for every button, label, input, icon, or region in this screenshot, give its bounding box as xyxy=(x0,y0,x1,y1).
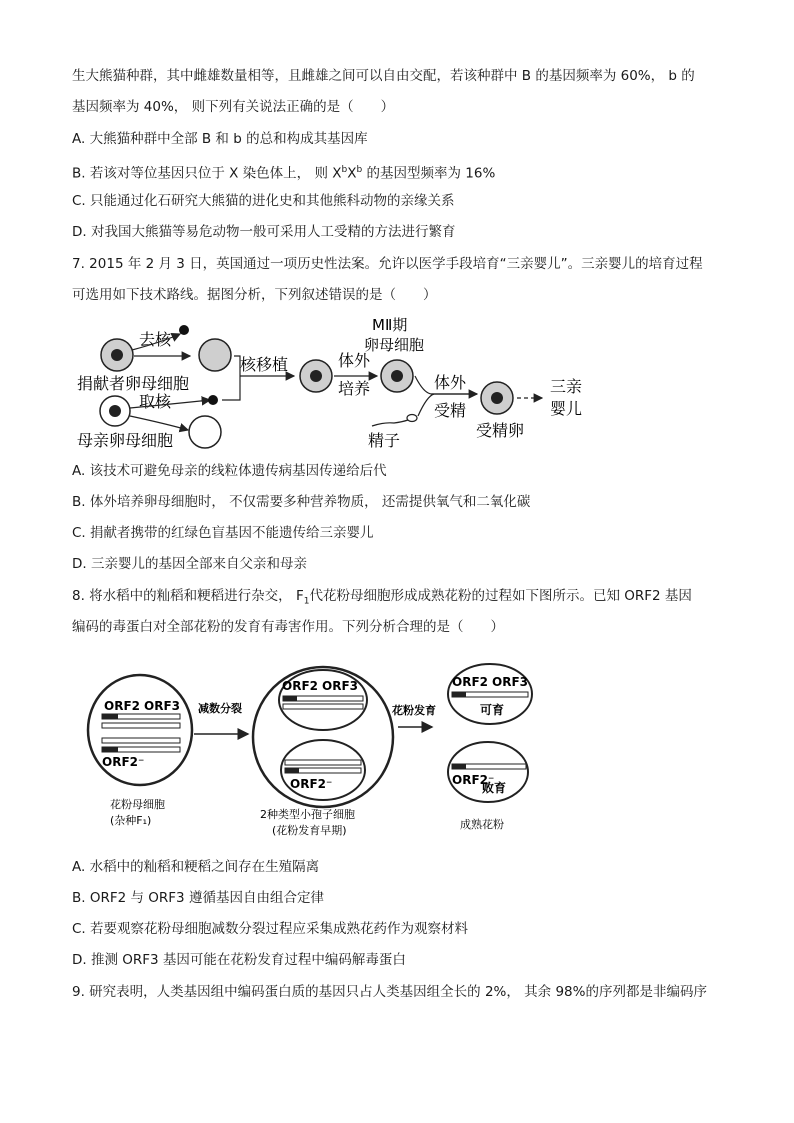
baby-label-2: 婴儿 xyxy=(550,399,583,418)
pmc-label-2: (杂种F₁) xyxy=(110,814,152,827)
q6-option-c: C. 只能通过化石研究大熊猫的进化史和其他熊科动物的亲缘关系 xyxy=(72,193,455,209)
q7-option-c: C. 捐献者携带的红绿色盲基因不能遗传给三亲婴儿 xyxy=(72,525,374,541)
sperm-label: 精子 xyxy=(368,431,401,450)
sperm-shape xyxy=(372,420,408,426)
mii-oocyte-cell xyxy=(381,360,413,392)
micro1-orf3-label: ORF3 xyxy=(322,679,358,693)
q7-option-b: B. 体外培养卵母细胞时， 不仅需要多种营养物质， 还需提供氧气和二氧化碳 xyxy=(72,494,531,510)
q7-stem-line2: 可选用如下技术路线。据图分析，下列叙述错误的是（ ） xyxy=(72,287,437,303)
fertile-orf3-label: ORF3 xyxy=(492,675,528,689)
mother-oocyte-cell xyxy=(100,396,130,426)
mother-enucleated-cell xyxy=(189,416,221,448)
fertile-label: 可育 xyxy=(480,703,505,717)
meiosis-label: 减数分裂 xyxy=(198,702,242,715)
reconstructed-oocyte-cell xyxy=(300,360,332,392)
q7-option-a: A. 该技术可避免母亲的线粒体遗传病基因传递给后代 xyxy=(72,463,387,479)
sterile-orf2-minus-label: ORF2⁻ xyxy=(452,773,495,787)
donor-oocyte-label: 捐献者卵母细胞 xyxy=(77,374,190,393)
q8-option-b: B. ORF2 与 ORF3 遵循基因自由组合定律 xyxy=(72,890,324,906)
fertile-orf2-label: ORF2 xyxy=(452,675,488,689)
microspore-label-1: 2种类型小孢子细胞 xyxy=(260,808,355,821)
q7-stem-line1: 7. 2015 年 2 月 3 日，英国通过一项历史性法案。允许以医学手段培育“三亲婴儿”。三亲婴儿的培育过程 xyxy=(72,256,703,272)
in-vitro-label: 体外 xyxy=(338,351,371,370)
microspore-label-2: (花粉发育早期) xyxy=(272,824,347,837)
micro1-orf2-label: ORF2 xyxy=(282,679,318,693)
q8-option-c: C. 若要观察花粉母细胞减数分裂过程应采集成熟花药作为观察材料 xyxy=(72,921,469,937)
nuclear-transfer-label: 核移植 xyxy=(240,355,289,374)
q6-option-a: A. 大熊猫种群中全部 B 和 b 的总和构成其基因库 xyxy=(72,131,368,147)
remove-nucleus-label: 去核 xyxy=(139,330,172,349)
mother-nucleus-dot xyxy=(208,395,218,405)
mii-label: MⅡ期 xyxy=(372,316,408,334)
removed-nucleus-dot xyxy=(179,325,189,335)
enucleated-oocyte-cell xyxy=(199,339,231,371)
q6-stem-line1: 生大熊猫种群，其中雌雄数量相等，且雌雄之间可以自由交配，若该种群中 B 的基因频率为 60%， b 的 xyxy=(72,68,695,84)
mother-oocyte-label: 母亲卵母细胞 xyxy=(77,431,174,450)
q6-stem-line2: 基因频率为 40%， 则下列有关说法正确的是（ ） xyxy=(72,99,395,115)
zygote-cell xyxy=(481,382,513,414)
q8-option-d: D. 推测 ORF3 基因可能在花粉发育过程中编码解毒蛋白 xyxy=(72,952,406,968)
q8-stem-line1: 8. 将水稻中的籼稻和粳稻进行杂交， $F_1$代花粉母细胞形成成熟花粉的过程如下图所示。已知 ORF2 基因 xyxy=(72,588,692,607)
q8-option-a: A. 水稻中的籼稻和粳稻之间存在生殖隔离 xyxy=(72,859,320,875)
baby-label-1: 三亲 xyxy=(550,377,583,396)
pmc-orf3-label: ORF3 xyxy=(144,699,180,713)
pmc-orf2-minus-label: ORF2⁻ xyxy=(102,755,145,769)
micro2-orf2-minus-label: ORF2⁻ xyxy=(290,777,333,791)
mii-oocyte-label: 卵母细胞 xyxy=(364,336,425,354)
fertilization-label-2: 受精 xyxy=(434,401,467,420)
sterile-label: 败育 xyxy=(482,781,507,795)
donor-oocyte-cell xyxy=(101,339,133,371)
pmc-label-1: 花粉母细胞 xyxy=(110,798,165,811)
q9-stem-line1: 9. 研究表明，人类基因组中编码蛋白质的基因只占人类基因组全长的 2%， 其余 98%的序列都是非编码序 xyxy=(72,984,707,1000)
mature-pollen-label: 成熟花粉 xyxy=(460,818,504,831)
q8-stem-line2: 编码的毒蛋白对全部花粉的发育有毒害作用。下列分析合理的是（ ） xyxy=(72,619,504,635)
pollen-dev-label: 花粉发育 xyxy=(392,704,436,717)
q7-option-d: D. 三亲婴儿的基因全部来自父亲和母亲 xyxy=(72,556,307,572)
pollen-development-diagram xyxy=(80,652,560,840)
q6-option-b: B. 若该对等位基因只位于 X 染色体上， 则 $X^bX^b$ 的基因型频率为 16% xyxy=(72,165,496,182)
pmc-orf2-label: ORF2 xyxy=(104,699,140,713)
q6-option-d: D. 对我国大熊猫等易危动物一般可采用人工受精的方法进行繁育 xyxy=(72,224,456,240)
zygote-label: 受精卵 xyxy=(476,421,525,440)
fertilization-label-1: 体外 xyxy=(434,373,467,392)
three-parent-baby-diagram xyxy=(72,312,632,454)
take-nucleus-label: 取核 xyxy=(139,392,172,411)
culture-label: 培养 xyxy=(338,379,371,398)
